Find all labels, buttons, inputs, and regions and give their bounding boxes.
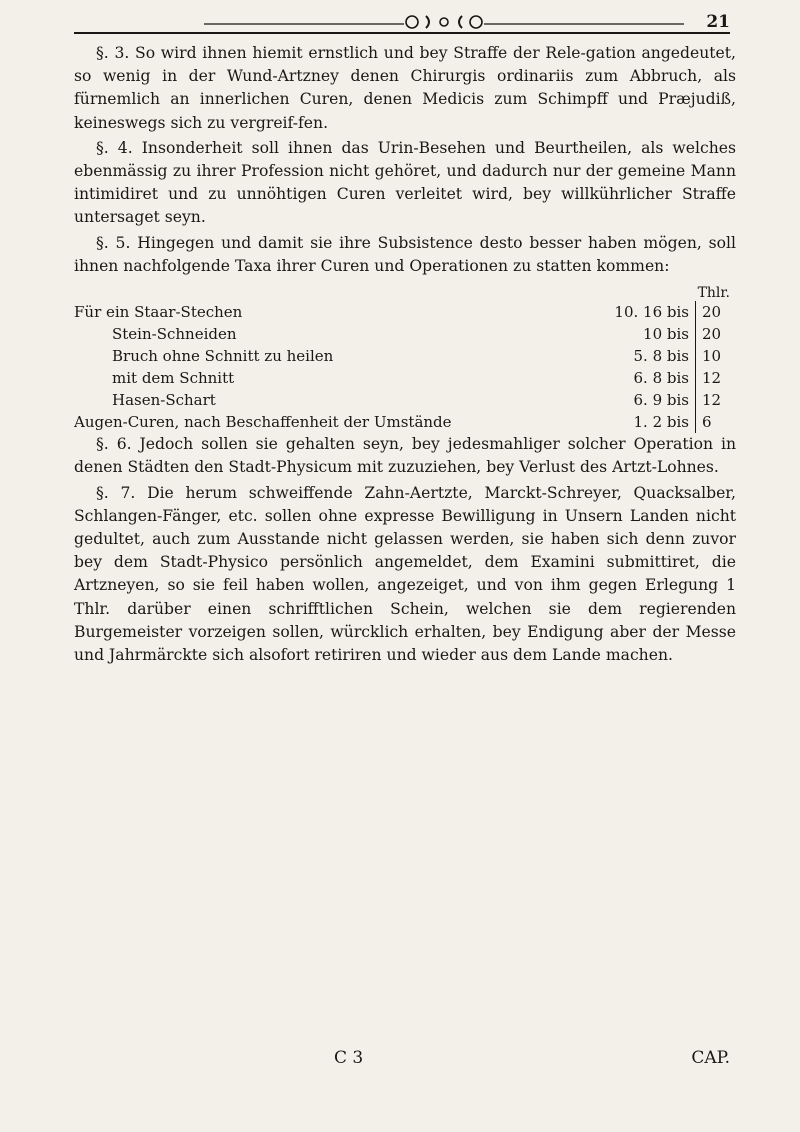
tariff-thaler: 12	[702, 391, 722, 410]
tariff-range: 10. 16 bis	[597, 301, 696, 323]
tariff-service: Stein-Schneiden	[112, 325, 237, 344]
tariff-thaler: 6	[702, 413, 712, 432]
tariff-row	[74, 323, 736, 345]
tariff-thaler: 10	[702, 347, 722, 366]
tariff-row	[74, 345, 736, 367]
page-number: 21	[706, 12, 730, 32]
printers-ornament	[204, 12, 684, 32]
paragraph-s4: §. 4. Insonderheit soll ihnen das Urin-Besehen und Beurtheilen, als welches ebenmässig zu ihrer Profession nicht gehöret, und dadurch nur der gemeine Mann intimidiret und zu unnöhtigen Curen verleitet wird, bey willkührlicher Straffe untersaget seyn.	[74, 138, 736, 227]
tariff-service: Augen-Curen, nach Beschaffenheit der Umstände	[74, 413, 452, 432]
catchword: CAP.	[691, 1048, 730, 1068]
signature-mark: C 3	[334, 1048, 364, 1068]
tariff-table	[74, 301, 736, 433]
header-rule	[74, 32, 730, 34]
page-footer	[74, 1048, 730, 1078]
tariff-service: Für ein Staar-Stechen	[74, 303, 243, 322]
tariff-row	[74, 301, 736, 323]
tariff-range: 10 bis	[597, 323, 696, 345]
tariff-row	[74, 411, 736, 433]
tariff-range: 5. 8 bis	[597, 345, 696, 367]
tariff-row	[74, 367, 736, 389]
paragraph-s5: §. 5. Hingegen und damit sie ihre Subsistence desto besser haben mögen, soll ihnen nachfolgende Taxa ihrer Curen und Operationen zu statten kommen:	[74, 233, 736, 275]
tariff-range: 6. 8 bis	[597, 367, 696, 389]
tariff-thaler: 12	[702, 369, 722, 388]
body-text	[74, 42, 736, 667]
tariff-service: mit dem Schnitt	[112, 369, 235, 388]
tariff-service: Bruch ohne Schnitt zu heilen	[112, 347, 334, 366]
tariff-range: 1. 2 bis	[597, 411, 696, 433]
tariff-thaler: 20	[702, 303, 722, 322]
tariff-range: 6. 9 bis	[597, 389, 696, 411]
paragraph-s6: §. 6. Jedoch sollen sie gehalten seyn, bey jedesmahliger solcher Operation in denen Städten den Stadt-Physicum mit zuzuziehen, bey Verlust des Artzt-Lohnes.	[74, 435, 736, 477]
tariff-unit-header: Thlr.	[697, 285, 730, 302]
paragraph-s3: §. 3. So wird ihnen hiemit ernstlich und bey Straffe der Rele-gation angedeutet, so wenig in der Wund-Artzney denen Chirurgis ordinariis zum Abbruch, als fürnemlich an innerlichen Curen, denen Medicis zum Schimpff und Præjudiß, keineswegs sich zu vergreif-fen.	[74, 44, 736, 132]
tariff-thaler: 20	[702, 325, 722, 344]
tariff-row	[74, 389, 736, 411]
paragraph-s7: §. 7. Die herum schweiffende Zahn-Aertzte, Marckt-Schreyer, Quacksalber, Schlangen-Fänger, etc. sollen ohne expresse Bewilligung in Unsern Landen nicht gedultet, auch zum Ausstande nicht gelassen werden, sie haben sich denn zuvor bey dem Stadt-Physico persönlich angemeldet, dem Examini submittiret, die Artzneyen, so sie feil haben wollen, angezeiget, und von ihm gegen Erlegung 1 Thlr. darüber einen schrifftlichen Schein, welchen sie dem regierenden Burgemeister vorzeigen sollen, würcklich erhalten, bey Endigung aber der Messe und Jahrmärckte sich alsofort retiriren und wieder aus dem Lande machen.	[74, 483, 736, 665]
tariff-service: Hasen-Schart	[112, 391, 216, 410]
